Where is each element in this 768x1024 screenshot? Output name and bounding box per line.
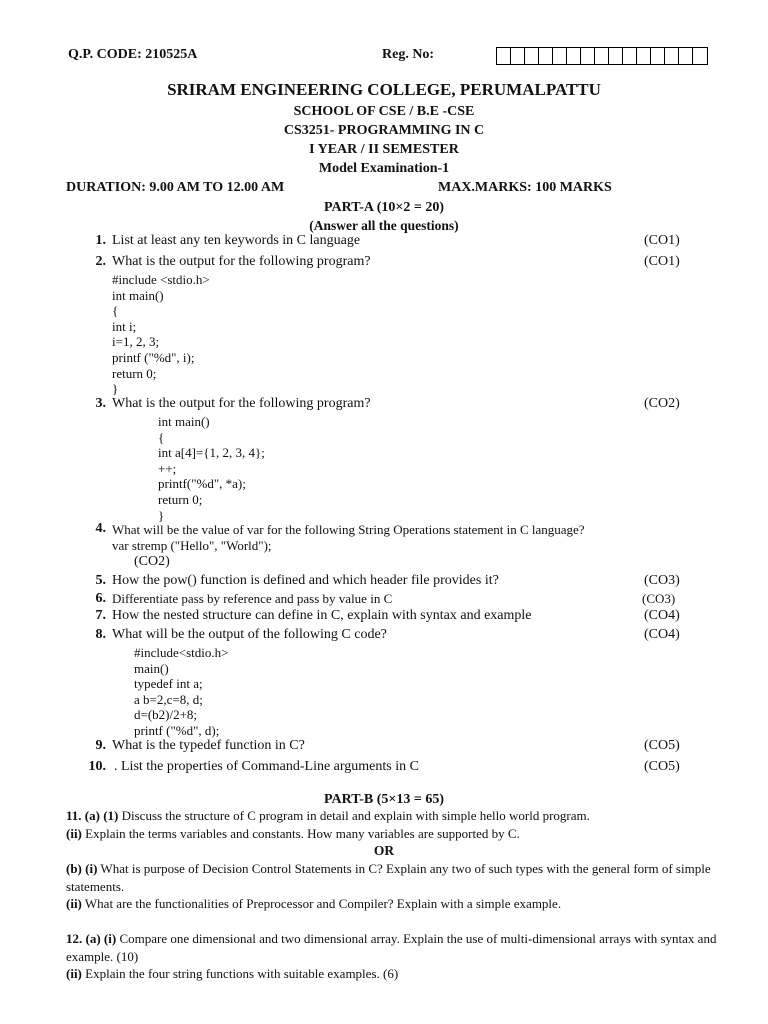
course-outcome: (CO1): [644, 254, 680, 269]
school-name: SCHOOL OF CSE / B.E -CSE: [293, 104, 475, 119]
question-number: 4.: [95, 521, 106, 536]
question-text: What is the output for the following program?: [112, 254, 371, 269]
question-number: 1.: [95, 233, 106, 248]
course-outcome: (CO2): [134, 554, 170, 569]
question-11b-ii: (ii) What are the functionalities of Preprocessor and Compiler? Explain with a simple example.: [66, 896, 562, 911]
code-snippet: #include <stdio.h> int main() { int i; i=1, 2, 3; printf ("%d", i); return 0; }: [112, 272, 210, 397]
duration: DURATION: 9.00 AM TO 12.00 AM: [66, 180, 285, 195]
question-text: What is the output for the following program?: [112, 396, 371, 411]
course-outcome: (CO4): [644, 627, 680, 642]
course-outcome: (CO5): [644, 759, 680, 774]
question-number: 5.: [95, 573, 106, 588]
course-title: CS3251- PROGRAMMING IN C: [283, 123, 485, 138]
question-number: 6.: [95, 591, 106, 606]
question-text-line2: var stremp ("Hello", "World");: [112, 538, 272, 553]
question-text: What will be the output of the following C code?: [112, 627, 387, 642]
exam-title: Model Examination-1: [318, 161, 450, 176]
course-outcome: (CO1): [644, 233, 680, 248]
question-11a-i: 11. (a) (1) Discuss the structure of C program in detail and explain with simple hello world program.: [66, 808, 590, 823]
question-text: Differentiate pass by reference and pass by value in C: [112, 591, 393, 606]
max-marks: MAX.MARKS: 100 MARKS: [438, 180, 612, 195]
question-number: 2.: [95, 254, 106, 269]
question-text: . List the properties of Command-Line arguments in C: [114, 759, 419, 774]
question-number: 8.: [95, 627, 106, 642]
code-snippet: #include<stdio.h> main() typedef int a; a b=2,c=8, d; d=(b2)/2+8; printf ("%d", d);: [134, 645, 229, 738]
course-outcome: (CO5): [644, 738, 680, 753]
reg-no-label: Reg. No:: [382, 47, 435, 62]
part-b-title: PART-B (5×13 = 65): [323, 792, 445, 807]
question-number: 7.: [95, 608, 106, 623]
or-separator: OR: [373, 843, 395, 858]
course-outcome: (CO3): [644, 573, 680, 588]
question-number: 9.: [95, 738, 106, 753]
question-text: How the nested structure can define in C, explain with syntax and example: [112, 608, 532, 623]
question-11a-ii: (ii) Explain the terms variables and constants. How many variables are supported by C.: [66, 826, 520, 841]
course-outcome: (CO4): [644, 608, 680, 623]
part-a-instruction: (Answer all the questions): [309, 218, 459, 233]
question-text: List at least any ten keywords in C language: [112, 233, 361, 248]
question-12a-i: 12. (a) (i) Compare one dimensional and two dimensional array. Explain the use of multi-dimensional arrays with syntax and example. (10): [66, 931, 717, 964]
year-semester: I YEAR / II SEMESTER: [309, 142, 459, 157]
question-text: How the pow() function is defined and which header file provides it?: [112, 573, 499, 588]
course-outcome: (CO2): [644, 396, 680, 411]
part-a-title: PART-A (10×2 = 20): [323, 200, 445, 215]
question-12a-ii: (ii) Explain the four string functions with suitable examples. (6): [66, 966, 399, 981]
code-snippet: int main() { int a[4]={1, 2, 3, 4}; ++; printf("%d", *a); return 0; }: [158, 414, 265, 523]
question-11b-i: (b) (i) What is purpose of Decision Control Statements in C? Explain any two of such types with the general form of simple statements.: [66, 861, 711, 894]
question-number: 3.: [95, 396, 106, 411]
course-outcome: (CO3): [642, 591, 676, 606]
question-text: What is the typedef function in C?: [112, 738, 305, 753]
qp-code: Q.P. CODE: 210525A: [68, 47, 198, 62]
reg-no-boxes: [496, 47, 708, 65]
question-text: What will be the value of var for the following String Operations statement in C language?: [112, 522, 585, 537]
question-number: 10.: [88, 759, 106, 774]
college-name: SRIRAM ENGINEERING COLLEGE, PERUMALPATTU: [167, 80, 601, 99]
